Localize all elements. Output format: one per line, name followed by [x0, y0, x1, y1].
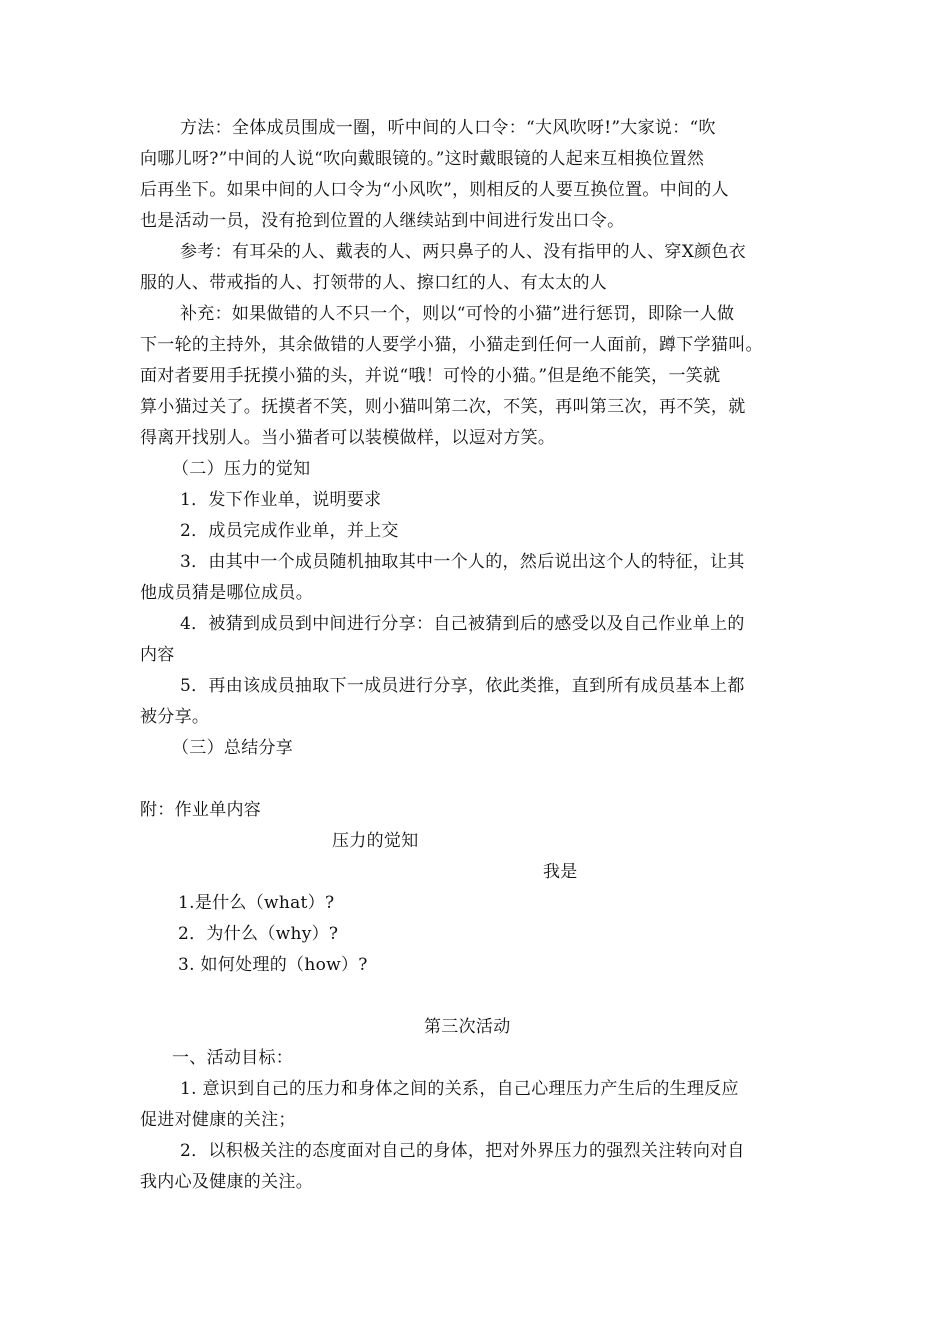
worksheet-title: 压力的觉知: [332, 831, 419, 851]
step-4-line-1: 4．被猜到成员到中间进行分享：自己被猜到后的感受以及自己作业单上的: [180, 614, 745, 634]
goals-heading: 一、活动目标：: [172, 1048, 294, 1068]
para3-line-4: 算小猫过关了。抚摸者不笑，则小猫叫第二次，不笑，再叫第三次，再不笑，就: [140, 397, 746, 417]
step-3-line-2: 他成员猜是哪位成员。: [140, 583, 313, 603]
step-1: 1．发下作业单，说明要求: [180, 490, 382, 510]
worksheet-name-label: 我是: [543, 862, 578, 882]
question-why: 2．为什么（why）?: [178, 924, 339, 944]
activity3-title: 第三次活动: [424, 1017, 511, 1037]
para3-line-1: 补充：如果做错的人不只一个，则以“可怜的小猫”进行惩罚，即除一人做: [180, 304, 735, 324]
step-5-line-1: 5．再由该成员抽取下一成员进行分享，依此类推，直到所有成员基本上都: [180, 676, 745, 696]
goal-2-line-1: 2．以积极关注的态度面对自己的身体，把对外界压力的强烈关注转向对自: [180, 1141, 745, 1161]
para2-line-1: 参考：有耳朵的人、戴表的人、两只鼻子的人、没有指甲的人、穿X颜色衣: [180, 242, 747, 262]
para3-line-5: 得离开找别人。当小猫者可以装模做样，以逗对方笑。: [140, 428, 556, 448]
question-how: 3. 如何处理的（how）?: [178, 955, 368, 975]
para1-line-4: 也是活动一员，没有抢到位置的人继续站到中间进行发出口令。: [140, 211, 625, 231]
section2-heading: （二）压力的觉知: [172, 459, 311, 479]
step-3-line-1: 3．由其中一个成员随机抽取其中一个人的，然后说出这个人的特征，让其: [180, 552, 745, 572]
goal-1-line-1: 1. 意识到自己的压力和身体之间的关系，自己心理压力产生后的生理反应: [180, 1079, 739, 1099]
step-4-line-2: 内容: [140, 645, 175, 665]
para2-line-2: 服的人、带戒指的人、打领带的人、擦口红的人、有太太的人: [140, 273, 608, 293]
para3-line-2: 下一轮的主持外，其余做错的人要学小猫，小猫走到任何一人面前，蹲下学猫叫。: [140, 335, 763, 355]
step-2: 2．成员完成作业单，并上交: [180, 521, 399, 541]
para3-line-3: 面对者要用手抚摸小猫的头，并说“哦！可怜的小猫。”但是绝不能笑，一笑就: [140, 366, 721, 386]
goal-2-line-2: 我内心及健康的关注。: [140, 1172, 313, 1192]
para1-line-2: 向哪儿呀?”中间的人说“吹向戴眼镜的。”这时戴眼镜的人起来互相换位置然: [140, 149, 705, 169]
goal-1-line-2: 促进对健康的关注；: [140, 1110, 296, 1130]
appendix-label: 附：作业单内容: [140, 800, 262, 820]
step-5-line-2: 被分享。: [140, 707, 210, 727]
question-what: 1.是什么（what）?: [178, 893, 335, 913]
section3-heading: （三）总结分享: [172, 738, 294, 758]
para1-line-3: 后再坐下。如果中间的人口令为“小风吹”，则相反的人要互换位置。中间的人: [140, 180, 729, 200]
para1-line-1: 方法：全体成员围成一圈，听中间的人口令：“大风吹呀!”大家说：“吹: [180, 118, 716, 138]
